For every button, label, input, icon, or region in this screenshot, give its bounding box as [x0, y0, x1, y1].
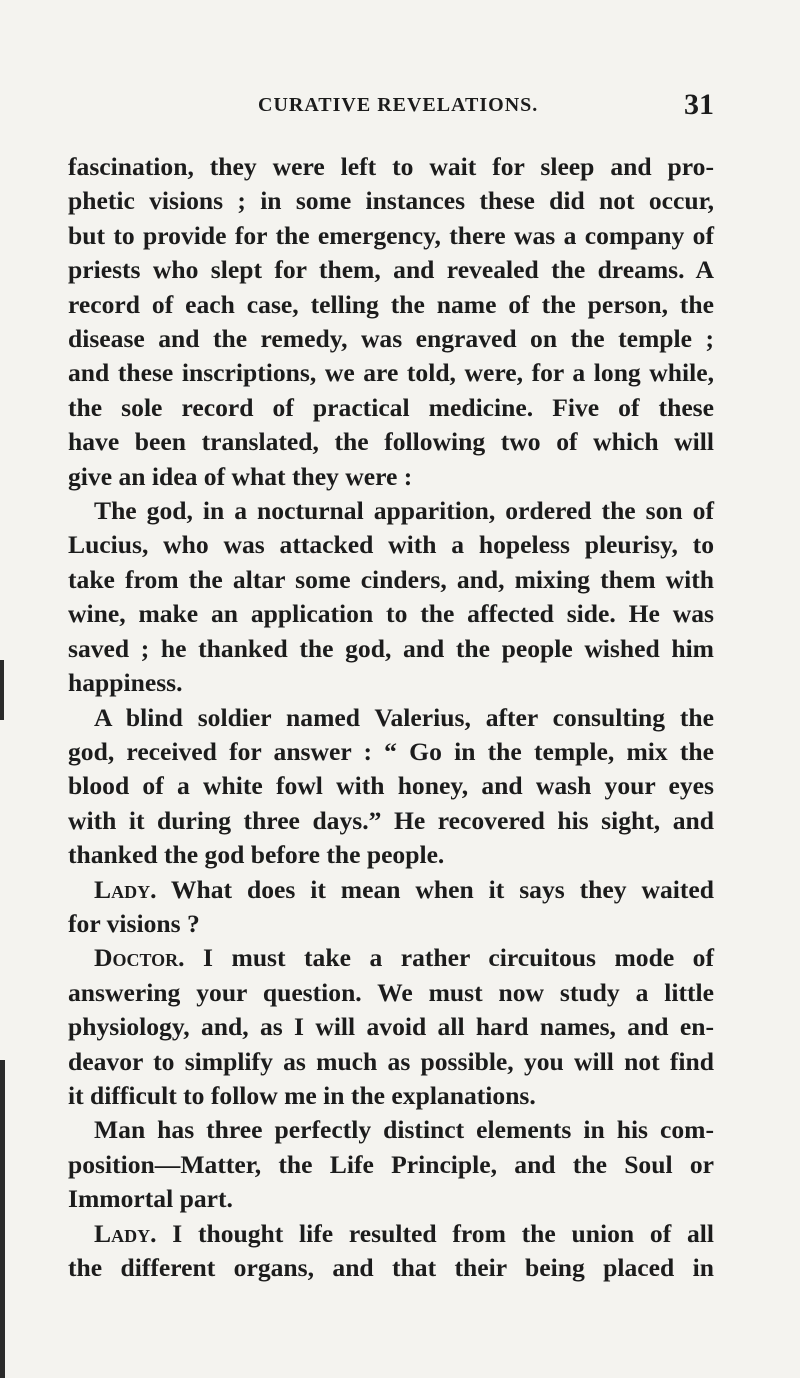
- line-text: the sole record of practical medicine. Five of these: [68, 392, 714, 422]
- line-text: A blind soldier named Valerius, after consulting the: [94, 702, 714, 732]
- page-number: 31: [684, 88, 714, 121]
- text-line: [68, 1148, 714, 1182]
- text-line: [68, 1079, 714, 1113]
- text-line: [68, 941, 714, 975]
- text-line: [68, 563, 714, 597]
- line-text: record of each case, telling the name of the person, the: [68, 289, 714, 319]
- text-line: [68, 460, 714, 494]
- text-line: [68, 597, 714, 631]
- text-line: [68, 1010, 714, 1044]
- text-line: [68, 288, 714, 322]
- text-line: [68, 1251, 714, 1285]
- paragraph: [68, 1217, 714, 1286]
- paragraph: [68, 494, 714, 700]
- line-text: and these inscriptions, we are told, were, for a long while,: [68, 358, 714, 388]
- line-text: I thought life resulted from the union of all: [156, 1218, 714, 1248]
- line-text: the different organs, and that their being placed in: [68, 1253, 714, 1282]
- line-text: position—Matter, the Life Principle, and the Soul or: [68, 1149, 714, 1179]
- line-text: physiology, and, as I will avoid all hard names, and en-: [68, 1012, 714, 1042]
- text-line: [68, 735, 714, 769]
- line-text: it difficult to follow me in the explanations.: [68, 1080, 536, 1110]
- line-text: disease and the remedy, was engraved on the temple ;: [68, 324, 714, 354]
- line-text: I must take a rather circuitous mode of: [184, 943, 714, 973]
- running-head: CURATIVE REVELATIONS.: [258, 94, 539, 116]
- line-text: Man has three perfectly distinct elements in his com-: [94, 1115, 714, 1145]
- speaker-label: Doctor.: [94, 943, 185, 973]
- line-text: take from the altar some cinders, and, mixing them with: [68, 564, 714, 594]
- speaker-label: Lady.: [94, 1218, 157, 1248]
- line-text: deavor to simplify as much as possible, you will not find: [68, 1046, 714, 1076]
- line-text: happiness.: [68, 668, 183, 698]
- line-text: The god, in a nocturnal apparition, ordered the son of: [94, 496, 714, 526]
- text-line: [68, 356, 714, 390]
- paragraph: [68, 873, 714, 942]
- line-text: priests who slept for them, and revealed the dreams. A: [68, 255, 714, 285]
- line-text: but to provide for the emergency, there was a company of: [68, 220, 714, 250]
- text-line: [68, 219, 714, 253]
- text-line: [68, 391, 714, 425]
- line-text: blood of a white fowl with honey, and wash your eyes: [68, 771, 714, 801]
- text-line: [68, 838, 714, 872]
- text-line: [68, 322, 714, 356]
- page-header: [68, 90, 714, 126]
- line-text: give an idea of what they were :: [68, 461, 413, 491]
- paragraph: [68, 701, 714, 873]
- text-line: [68, 769, 714, 803]
- text-line: [68, 804, 714, 838]
- speaker-label: Lady.: [94, 874, 157, 904]
- paragraph: [68, 1113, 714, 1216]
- line-text: Immortal part.: [68, 1184, 233, 1214]
- text-line: [68, 494, 714, 528]
- line-text: with it during three days.” He recovered his sight, and: [68, 805, 714, 835]
- text-line: [68, 528, 714, 562]
- text-line: [68, 184, 714, 218]
- text-line: [68, 976, 714, 1010]
- text-line: [68, 1217, 714, 1251]
- text-line: [68, 701, 714, 735]
- line-text: fascination, they were left to wait for sleep and pro-: [68, 152, 714, 181]
- paragraph: [68, 150, 714, 494]
- text-line: [68, 1182, 714, 1216]
- page-edge-shadow: [0, 1060, 5, 1378]
- text-line: [68, 873, 714, 907]
- line-text: What does it mean when it says they waited: [156, 874, 714, 904]
- line-text: saved ; he thanked the god, and the people wished him: [68, 633, 714, 663]
- body-text: [68, 150, 714, 1285]
- text-line: [68, 907, 714, 941]
- line-text: god, received for answer : “ Go in the temple, mix the: [68, 736, 714, 766]
- text-line: [68, 253, 714, 287]
- text-line: [68, 666, 714, 700]
- text-line: [68, 632, 714, 666]
- paragraph: [68, 941, 714, 1113]
- page-edge-shadow: [0, 660, 4, 720]
- text-line: [68, 1045, 714, 1079]
- line-text: for visions ?: [68, 908, 200, 938]
- line-text: phetic visions ; in some instances these did not occur,: [68, 186, 714, 216]
- text-line: [68, 425, 714, 459]
- line-text: answering your question. We must now study a little: [68, 977, 714, 1007]
- line-text: Lucius, who was attacked with a hopeless pleurisy, to: [68, 530, 714, 560]
- line-text: wine, make an application to the affected side. He was: [68, 599, 714, 629]
- line-text: thanked the god before the people.: [68, 840, 445, 870]
- text-line: [68, 150, 714, 184]
- line-text: have been translated, the following two of which will: [68, 427, 714, 457]
- text-line: [68, 1113, 714, 1147]
